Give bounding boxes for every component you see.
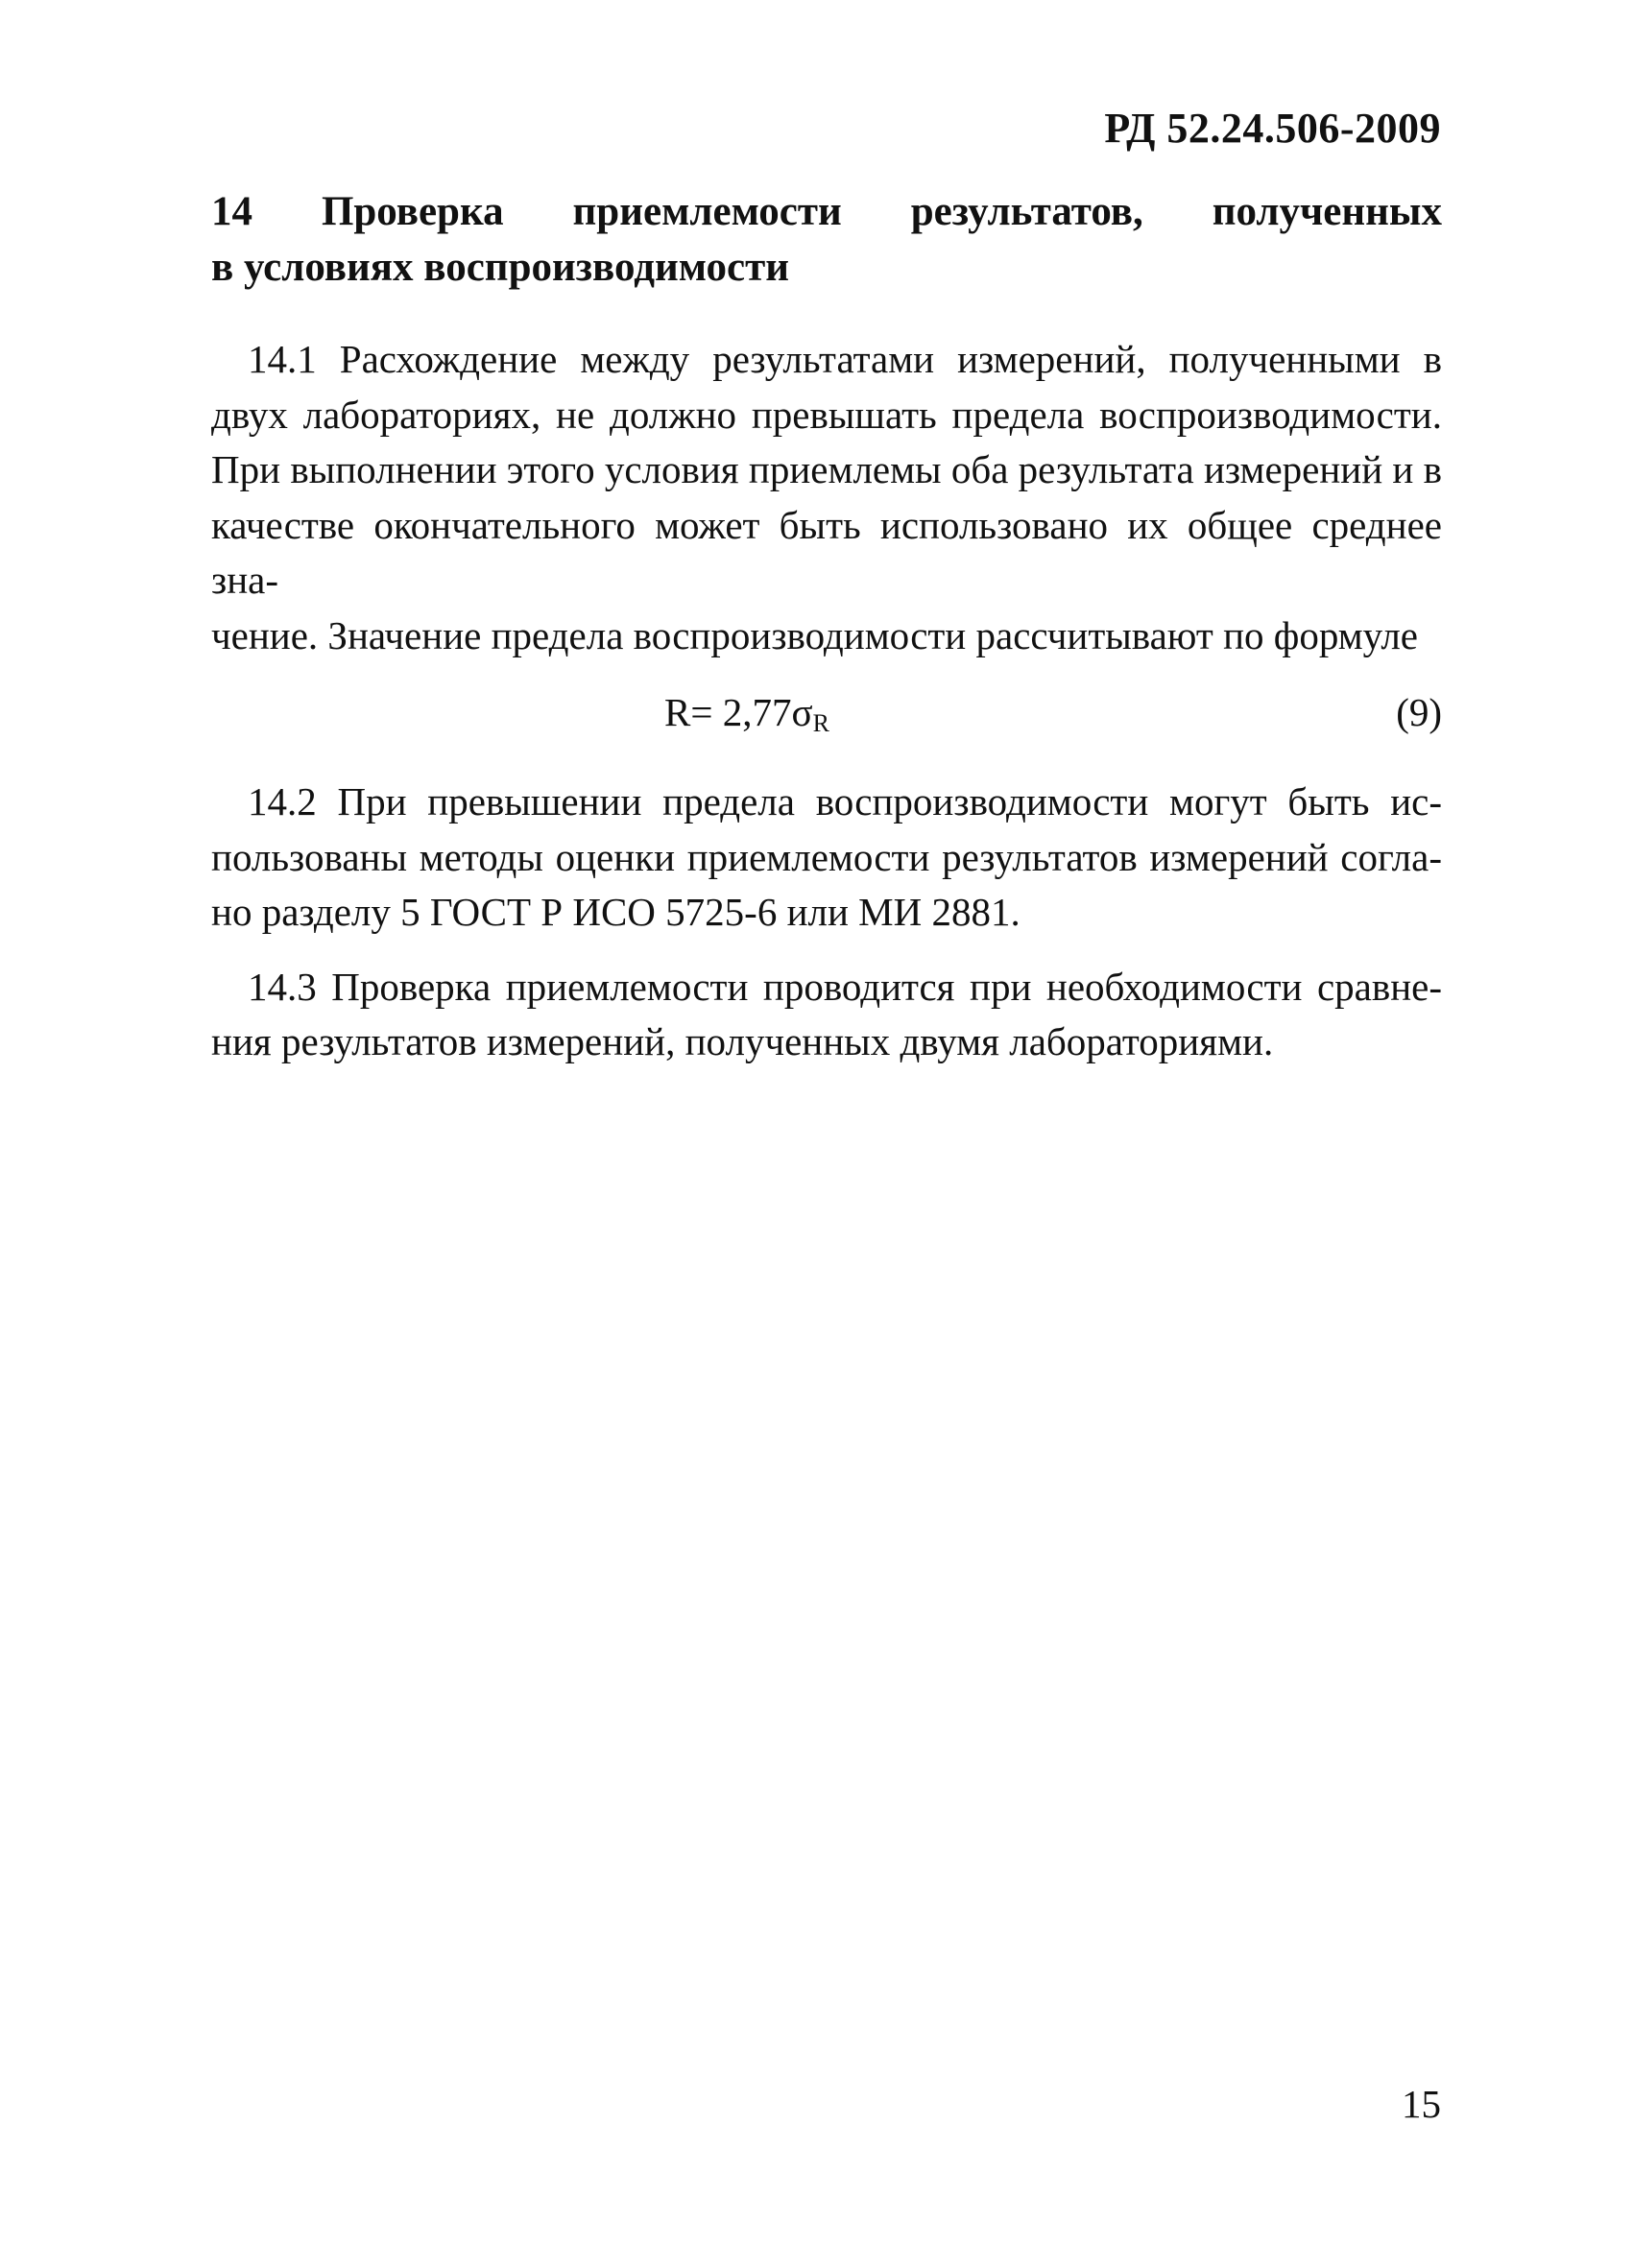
formula bbox=[664, 682, 829, 753]
section-title-word-4: полученных bbox=[1212, 189, 1442, 234]
paragraph-14-1-line-4: качестве окончательного может быть использовано их общее среднее зна- bbox=[211, 502, 1442, 602]
section-heading bbox=[211, 184, 1442, 296]
formula-number: (9) bbox=[1396, 690, 1442, 734]
section-title-word-3: результатов, bbox=[910, 189, 1143, 234]
paragraph-14-1-line-3: При выполнении этого условия приемлемы оба результата измерений и в bbox=[211, 447, 1442, 491]
paragraph-14-3 bbox=[211, 960, 1442, 1070]
page-content bbox=[211, 184, 1442, 1089]
paragraph-14-3-line-1: 14.3 Проверка приемлемости проводится при необходимости сравне- bbox=[248, 964, 1442, 1009]
paragraph-14-1-line-5: чение. Значение предела воспроизводимости рассчитывают по формуле bbox=[211, 612, 1419, 657]
section-heading-line-1 bbox=[211, 184, 1442, 240]
paragraph-14-1-line-1: 14.1 Расхождение между результатами измерений, полученными в bbox=[248, 337, 1442, 381]
section-number: 14 bbox=[211, 189, 252, 234]
paragraph-14-2-line-3: но разделу 5 ГОСТ Р ИСО 5725-6 или МИ 2881. bbox=[211, 890, 1021, 934]
section-title-word-2: приемлемости bbox=[572, 189, 842, 234]
page-number: 15 bbox=[1402, 2082, 1441, 2126]
section-title-word-1: Проверка bbox=[321, 189, 504, 234]
formula-expression: R= 2,77σ bbox=[664, 690, 813, 734]
section-heading-line-2: в условиях воспроизводимости bbox=[211, 245, 789, 290]
document-code: РД 52.24.506-2009 bbox=[1104, 105, 1441, 152]
paragraph-14-2-line-2: пользованы методы оценки приемлемости результатов измерений согла- bbox=[211, 834, 1442, 879]
paragraph-14-1-line-2: двух лабораториях, не должно превышать предела воспроизводимости. bbox=[211, 392, 1442, 437]
paragraph-14-3-line-2: ния результатов измерений, полученных двумя лабораториями. bbox=[211, 1019, 1274, 1063]
paragraph-14-2 bbox=[211, 775, 1442, 941]
paragraph-14-1 bbox=[211, 332, 1442, 663]
formula-row bbox=[211, 682, 1442, 742]
paragraph-14-2-line-1: 14.2 При превышении предела воспроизводимости могут быть ис- bbox=[248, 779, 1442, 824]
formula-subscript: R bbox=[812, 709, 829, 737]
